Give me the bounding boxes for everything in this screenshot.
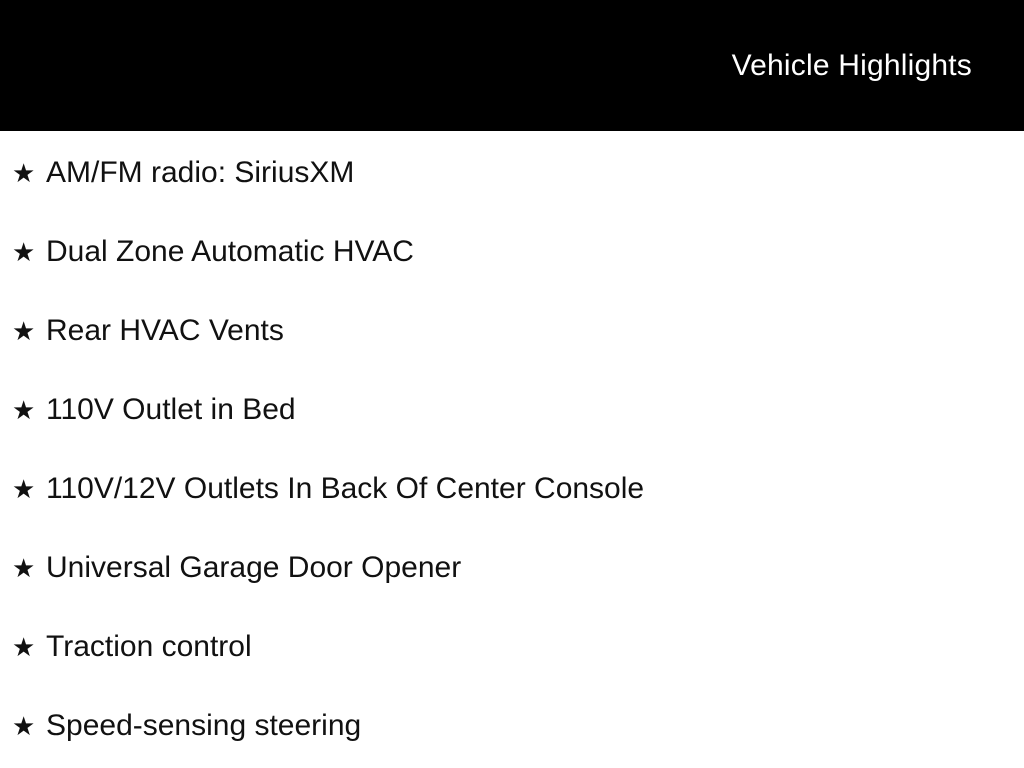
highlight-label: 110V Outlet in Bed — [46, 393, 296, 426]
list-item — [0, 449, 1024, 528]
star-icon: ★ — [12, 631, 36, 662]
star-icon: ★ — [12, 236, 36, 267]
list-item — [0, 370, 1024, 449]
list-item — [0, 607, 1024, 686]
highlight-label: Rear HVAC Vents — [46, 314, 284, 347]
highlight-label: AM/FM radio: SiriusXM — [46, 156, 355, 189]
star-icon: ★ — [12, 710, 36, 741]
list-item — [0, 528, 1024, 607]
star-icon: ★ — [12, 473, 36, 504]
vehicle-highlights-header — [0, 0, 1024, 131]
star-icon: ★ — [12, 157, 36, 188]
list-item — [0, 133, 1024, 212]
vehicle-highlights-list — [0, 133, 1024, 765]
highlight-label: Traction control — [46, 630, 252, 663]
highlight-label: Dual Zone Automatic HVAC — [46, 235, 414, 268]
page-title: Vehicle Highlights — [731, 48, 972, 82]
star-icon: ★ — [12, 315, 36, 346]
highlight-label: Universal Garage Door Opener — [46, 551, 462, 584]
highlight-label: Speed-sensing steering — [46, 709, 362, 742]
list-item — [0, 686, 1024, 765]
list-item — [0, 212, 1024, 291]
highlight-label: 110V/12V Outlets In Back Of Center Console — [46, 472, 645, 505]
list-item — [0, 291, 1024, 370]
star-icon: ★ — [12, 394, 36, 425]
star-icon: ★ — [12, 552, 36, 583]
